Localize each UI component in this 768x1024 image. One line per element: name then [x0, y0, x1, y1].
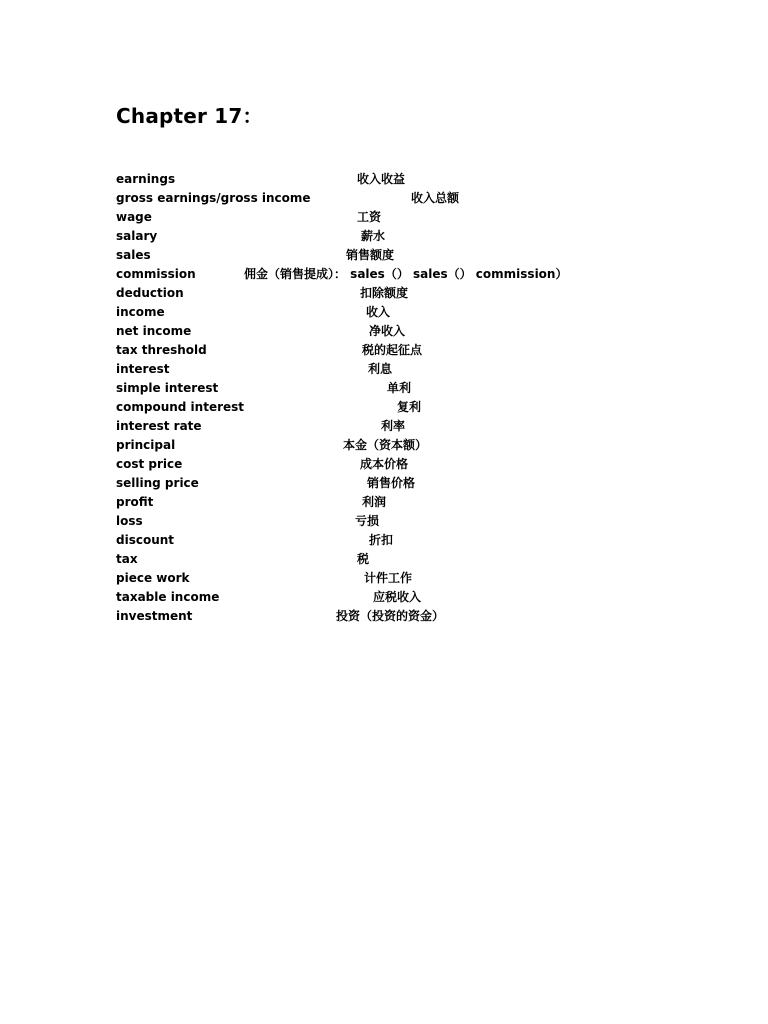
vocab-term: piece work	[116, 571, 190, 585]
vocab-term: taxable income	[116, 590, 220, 604]
vocab-meaning: 收入收益	[357, 172, 406, 186]
vocab-meaning: 利润	[362, 495, 387, 509]
vocab-row	[116, 208, 716, 227]
vocab-row	[116, 531, 716, 550]
vocab-term: compound interest	[116, 400, 245, 414]
vocab-meaning: 税的起征点	[362, 343, 423, 357]
vocab-row	[116, 455, 716, 474]
vocab-row	[116, 417, 716, 436]
vocab-term: tax threshold	[116, 343, 207, 357]
vocab-term: principal	[116, 438, 176, 452]
vocab-row	[116, 322, 716, 341]
vocab-term: interest rate	[116, 419, 202, 433]
vocab-meaning: 折扣	[369, 533, 394, 547]
vocab-meaning: 复利	[397, 400, 422, 414]
vocab-meaning: 净收入	[369, 324, 406, 338]
vocab-row	[116, 360, 716, 379]
vocab-term: sales	[116, 248, 151, 262]
vocab-meaning: 销售价格	[367, 476, 416, 490]
vocab-meaning: 薪水	[361, 229, 386, 243]
vocab-term: selling price	[116, 476, 199, 490]
vocab-meaning: 税	[357, 552, 370, 566]
vocab-meaning: 利息	[368, 362, 393, 376]
vocab-term: salary	[116, 229, 158, 243]
vocab-term: income	[116, 305, 165, 319]
vocab-row	[116, 550, 716, 569]
vocab-term: wage	[116, 210, 152, 224]
vocab-meaning: 计件工作	[364, 571, 413, 585]
vocab-term: cost price	[116, 457, 183, 471]
vocab-meaning: 应税收入	[373, 590, 422, 604]
vocab-term: profit	[116, 495, 154, 509]
vocab-meaning: 投资（投资的资金）	[336, 609, 445, 623]
vocab-row	[116, 341, 716, 360]
vocab-meaning: 单利	[387, 381, 412, 395]
vocab-term: loss	[116, 514, 143, 528]
vocab-meaning: 工资	[357, 210, 382, 224]
vocab-row	[116, 303, 716, 322]
vocab-term: interest	[116, 362, 170, 376]
vocab-meaning: 收入	[366, 305, 391, 319]
vocab-term: simple interest	[116, 381, 219, 395]
vocab-meaning: 收入总额	[411, 191, 460, 205]
vocab-term: discount	[116, 533, 175, 547]
vocab-term: commission	[116, 267, 196, 281]
vocab-meaning: 佣金（销售提成）： sales（） sales（） commission）	[244, 267, 568, 281]
vocab-row	[116, 189, 716, 208]
vocab-row	[116, 265, 716, 284]
vocab-term: earnings	[116, 172, 176, 186]
vocab-row	[116, 398, 716, 417]
vocab-row	[116, 493, 716, 512]
chapter-title: Chapter 17：	[116, 104, 263, 128]
vocab-meaning: 本金（资本额）	[343, 438, 428, 452]
vocab-row	[116, 227, 716, 246]
vocab-meaning: 成本价格	[360, 457, 409, 471]
vocab-row	[116, 436, 716, 455]
vocab-meaning: 亏损	[355, 514, 380, 528]
vocab-row	[116, 569, 716, 588]
vocab-row	[116, 474, 716, 493]
vocab-term: tax	[116, 552, 138, 566]
vocab-row	[116, 246, 716, 265]
vocab-row	[116, 607, 716, 626]
vocab-row	[116, 588, 716, 607]
vocab-term: gross earnings/gross income	[116, 191, 311, 205]
vocab-term: net income	[116, 324, 192, 338]
vocab-row	[116, 284, 716, 303]
vocab-meaning: 利率	[381, 419, 406, 433]
vocab-term: deduction	[116, 286, 184, 300]
vocab-meaning: 扣除额度	[360, 286, 409, 300]
vocab-row	[116, 170, 716, 189]
vocab-term: investment	[116, 609, 193, 623]
vocab-meaning: 销售额度	[346, 248, 395, 262]
vocab-row	[116, 379, 716, 398]
vocabulary-list	[116, 170, 716, 626]
vocab-row	[116, 512, 716, 531]
